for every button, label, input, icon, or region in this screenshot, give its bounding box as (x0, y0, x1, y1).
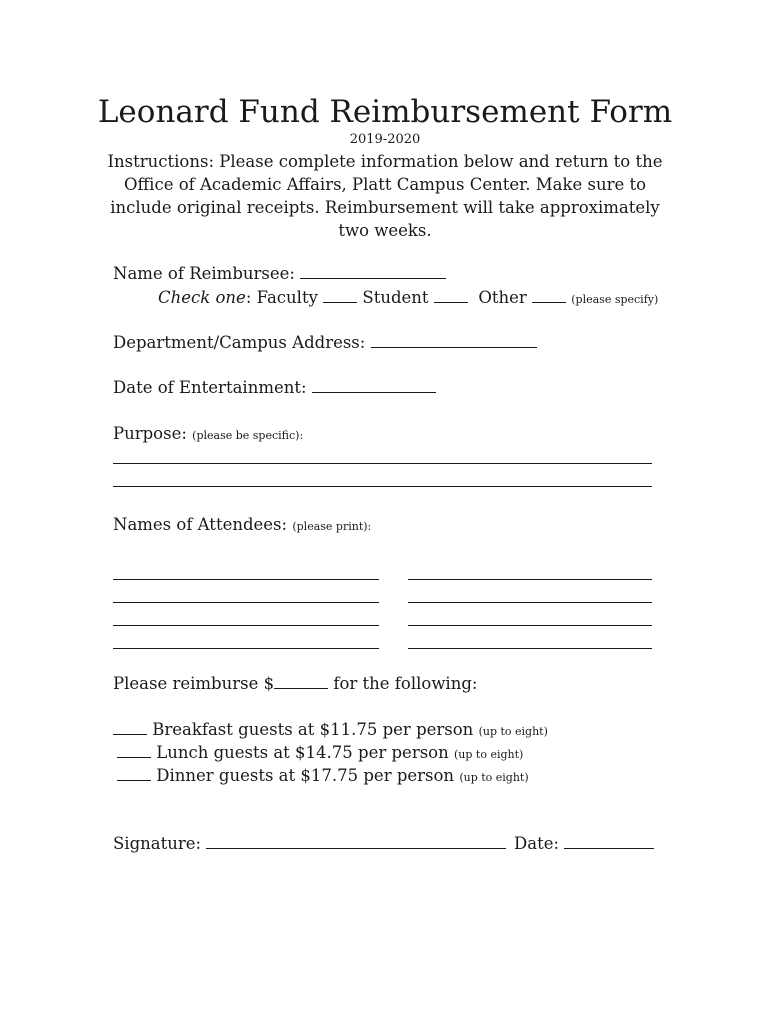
purpose-row (113, 424, 303, 443)
dinner-note: (up to eight) (459, 771, 529, 784)
name-row (113, 264, 446, 283)
other-blank[interactable] (532, 288, 566, 303)
breakfast-row (113, 720, 548, 739)
purpose-line-1[interactable] (113, 463, 652, 464)
department-field[interactable] (371, 333, 537, 348)
signature-row (113, 834, 506, 853)
lunch-note: (up to eight) (453, 748, 524, 761)
signature-field[interactable] (206, 834, 506, 849)
attendee-line[interactable] (113, 625, 379, 626)
lunch-count-field[interactable] (117, 743, 151, 758)
faculty-blank[interactable] (323, 288, 357, 303)
check-one-row (158, 288, 658, 307)
attendee-line[interactable] (113, 648, 379, 649)
purpose-label: Purpose: (113, 424, 187, 443)
department-label: Department/Campus Address: (113, 333, 366, 352)
attendees-note: (please print): (292, 520, 372, 533)
attendee-line[interactable] (408, 579, 652, 580)
other-note: (please specify) (571, 293, 659, 306)
department-row (113, 333, 537, 352)
dinner-row (117, 766, 529, 785)
other-label: Other (478, 288, 527, 307)
attendee-line[interactable] (113, 602, 379, 603)
student-blank[interactable] (434, 288, 468, 303)
dinner-text: Dinner guests at $17.75 per person (156, 766, 455, 785)
date-field[interactable] (564, 834, 654, 849)
check-one-label: Check one (158, 288, 246, 307)
breakfast-count-field[interactable] (113, 720, 147, 735)
form-title: Leonard Fund Reimbursement Form (97, 94, 673, 130)
student-label: Student (362, 288, 429, 307)
lunch-text: Lunch guests at $14.75 per person (156, 743, 449, 762)
breakfast-note: (up to eight) (478, 725, 548, 738)
date-entertainment-label: Date of Entertainment: (113, 378, 307, 397)
faculty-label: : Faculty (245, 288, 318, 307)
purpose-line-2[interactable] (113, 486, 652, 487)
date-row (514, 834, 654, 853)
reimburse-prefix: Please reimburse $ (113, 674, 275, 693)
signature-label: Signature: (113, 834, 202, 853)
lunch-row (117, 743, 523, 762)
dinner-count-field[interactable] (117, 766, 151, 781)
date-entertainment-field[interactable] (312, 378, 436, 393)
name-label: Name of Reimbursee: (113, 264, 295, 283)
date-label: Date: (514, 834, 560, 853)
reimburse-suffix: for the following: (333, 674, 478, 693)
attendees-row (113, 515, 371, 534)
form-year: 2019-2020 (349, 132, 421, 147)
date-entertainment-row (113, 378, 436, 397)
attendee-line[interactable] (408, 648, 652, 649)
reimburse-row (113, 674, 477, 693)
attendee-line[interactable] (408, 602, 652, 603)
breakfast-text: Breakfast guests at $11.75 per person (152, 720, 474, 739)
instructions-text: Instructions: Please complete information below and return to the Office of Academic Affairs, Platt Campus Center. Make sure to include original receipts. Reimbursement will take approximately two weeks. (107, 152, 663, 240)
reimburse-amount-field[interactable] (274, 674, 328, 689)
purpose-note: (please be specific): (192, 429, 304, 442)
attendees-label: Names of Attendees: (113, 515, 288, 534)
attendee-line[interactable] (408, 625, 652, 626)
name-field[interactable] (300, 264, 446, 279)
attendee-line[interactable] (113, 579, 379, 580)
